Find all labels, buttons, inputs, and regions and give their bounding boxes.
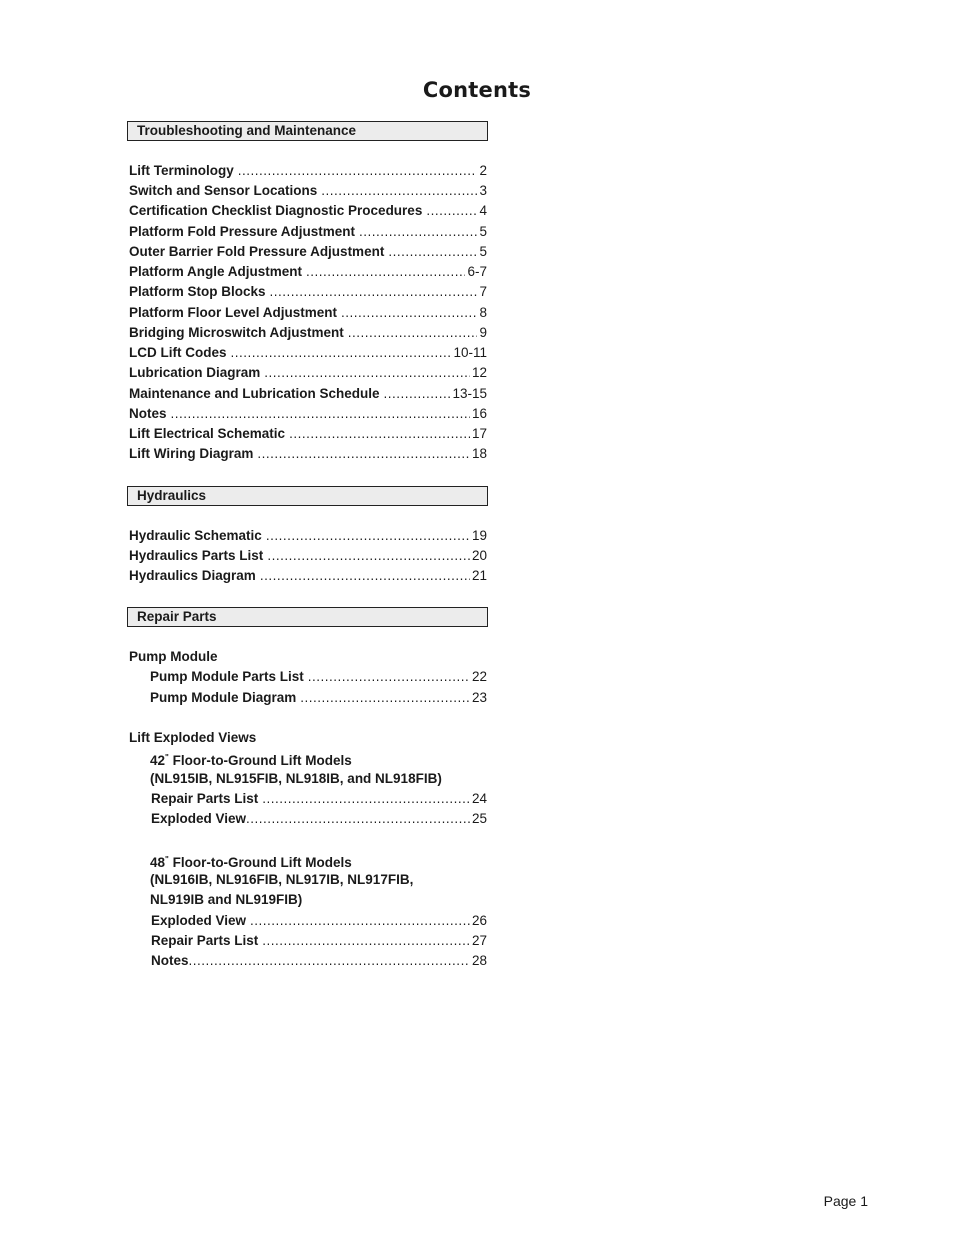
toc-entry[interactable] (129, 445, 487, 463)
toc-entry[interactable] (129, 547, 487, 565)
toc-entry[interactable] (129, 263, 487, 281)
toc-entry[interactable] (129, 344, 487, 362)
toc-entry-label: Platform Floor Level Adjustment (129, 305, 338, 320)
toc-entry[interactable] (151, 952, 487, 970)
group-42-title: Floor-to-Ground Lift Models (168, 753, 352, 768)
group-48-models-cont: NL919IB and NL919FIB) (150, 892, 303, 907)
group-42-models: (NL915IB, NL915FIB, NL918IB, and NL918FIB) (150, 771, 442, 786)
toc-entry[interactable] (129, 202, 487, 220)
dot-leader (348, 324, 478, 342)
toc-entry-page: 8 (479, 305, 487, 320)
group-42-heading (150, 749, 352, 770)
toc-entry-page: 22 (471, 669, 487, 684)
toc-entry[interactable] (151, 912, 487, 930)
dot-leader (266, 527, 470, 545)
toc-entry[interactable] (129, 243, 487, 261)
toc-entry-page: 23 (471, 690, 487, 705)
toc-entry-page: 26 (471, 913, 487, 928)
dot-leader (306, 263, 465, 281)
toc-entry-page: 24 (471, 791, 487, 806)
group-48-heading (150, 851, 352, 872)
dot-leader (238, 162, 478, 180)
toc-entry[interactable] (129, 182, 487, 200)
dot-leader (250, 912, 470, 930)
dot-leader (264, 364, 470, 382)
dot-leader (262, 932, 470, 950)
toc-entry[interactable] (150, 689, 487, 707)
toc-entry-page: 21 (471, 568, 487, 583)
toc-entry[interactable] (129, 567, 487, 585)
section-header-troubleshooting: Troubleshooting and Maintenance (127, 121, 488, 141)
toc-entry-label: Notes (151, 953, 189, 968)
toc-entry-page: 18 (471, 446, 487, 461)
toc-entry-label: Certification Checklist Diagnostic Procedures (129, 203, 423, 218)
toc-entry-page: 13-15 (452, 386, 487, 401)
toc-entry-label: Outer Barrier Fold Pressure Adjustment (129, 244, 385, 259)
toc-entry-page: 3 (479, 183, 487, 198)
toc-entry[interactable] (129, 283, 487, 301)
toc-entry-label: Exploded View (151, 913, 247, 928)
toc-entry-label: Lubrication Diagram (129, 365, 261, 380)
toc-entry-label: Notes (129, 406, 167, 421)
toc-entry-label: Hydraulic Schematic (129, 528, 262, 543)
toc-entry-label: Platform Angle Adjustment (129, 264, 303, 279)
toc-entry[interactable] (129, 425, 487, 443)
toc-entry-label: Switch and Sensor Locations (129, 183, 318, 198)
group-48-title: Floor-to-Ground Lift Models (168, 855, 352, 870)
toc-entry-page: 9 (479, 325, 487, 340)
section-header-repair-parts: Repair Parts (127, 607, 488, 627)
toc-entry[interactable] (129, 324, 487, 342)
subsection-exploded-views: Lift Exploded Views (129, 730, 257, 745)
toc-entry-label: Lift Wiring Diagram (129, 446, 254, 461)
toc-entry-label: Hydraulics Parts List (129, 548, 264, 563)
toc-entry-label: Platform Stop Blocks (129, 284, 266, 299)
toc-entry-page: 25 (471, 811, 487, 826)
toc-entry-page: 20 (471, 548, 487, 563)
toc-entry-label: Lift Electrical Schematic (129, 426, 286, 441)
toc-entry[interactable] (151, 932, 487, 950)
toc-entry[interactable] (150, 668, 487, 686)
toc-entry-page: 17 (471, 426, 487, 441)
toc-entry-page: 2 (479, 163, 487, 178)
dot-leader (308, 668, 470, 686)
page-title: Contents (422, 78, 532, 102)
dot-leader (231, 344, 452, 362)
toc-entry-label: Repair Parts List (151, 791, 259, 806)
toc-entry-page: 4 (479, 203, 487, 218)
dot-leader (341, 304, 477, 322)
toc-entry-page: 19 (471, 528, 487, 543)
toc-entry-label: Maintenance and Lubrication Schedule (129, 386, 380, 401)
dot-leader (384, 385, 451, 403)
toc-entry[interactable] (129, 405, 487, 423)
toc-entry-page: 10-11 (453, 345, 487, 360)
toc-entry-label: LCD Lift Codes (129, 345, 227, 360)
toc-entry-page: 6-7 (467, 264, 487, 279)
subsection-pump-module: Pump Module (129, 649, 218, 664)
page-number: Page 1 (823, 1193, 868, 1209)
group-48-models: (NL916IB, NL916FIB, NL917IB, NL917FIB, (150, 872, 414, 887)
inch-mark: " (165, 753, 169, 762)
dot-leader (189, 952, 470, 970)
dot-leader (289, 425, 470, 443)
inch-value: 42 (150, 753, 166, 768)
dot-leader (300, 689, 470, 707)
dot-leader (321, 182, 477, 200)
toc-entry-label: Repair Parts List (151, 933, 259, 948)
toc-entry-page: 5 (479, 224, 487, 239)
dot-leader (267, 547, 470, 565)
dot-leader (359, 223, 477, 241)
toc-entry-label: Bridging Microswitch Adjustment (129, 325, 344, 340)
dot-leader (246, 810, 470, 828)
toc-entry[interactable] (129, 304, 487, 322)
dot-leader (388, 243, 477, 261)
toc-entry-label: Exploded View (151, 811, 247, 826)
toc-entry-label: Lift Terminology (129, 163, 234, 178)
toc-entry[interactable] (129, 223, 487, 241)
toc-entry-page: 28 (471, 953, 487, 968)
toc-entry[interactable] (129, 527, 487, 545)
dot-leader (171, 405, 470, 423)
toc-entry-page: 27 (471, 933, 487, 948)
toc-entry-page: 16 (471, 406, 487, 421)
toc-entry-page: 5 (479, 244, 487, 259)
toc-entry-label: Pump Module Diagram (150, 690, 297, 705)
dot-leader (260, 567, 470, 585)
dot-leader (270, 283, 478, 301)
toc-entry[interactable] (129, 364, 487, 382)
toc-entry-label: Hydraulics Diagram (129, 568, 256, 583)
toc-entry[interactable] (129, 385, 487, 403)
toc-entry[interactable] (129, 162, 487, 180)
toc-entry-page: 12 (471, 365, 487, 380)
dot-leader (426, 202, 477, 220)
section-header-hydraulics: Hydraulics (127, 486, 488, 506)
inch-mark: " (165, 855, 169, 864)
dot-leader (262, 790, 470, 808)
toc-entry[interactable] (151, 810, 487, 828)
dot-leader (257, 445, 470, 463)
toc-entry[interactable] (151, 790, 487, 808)
inch-value: 48 (150, 855, 166, 870)
toc-entry-label: Platform Fold Pressure Adjustment (129, 224, 356, 239)
toc-entry-label: Pump Module Parts List (150, 669, 304, 684)
toc-entry-page: 7 (479, 284, 487, 299)
